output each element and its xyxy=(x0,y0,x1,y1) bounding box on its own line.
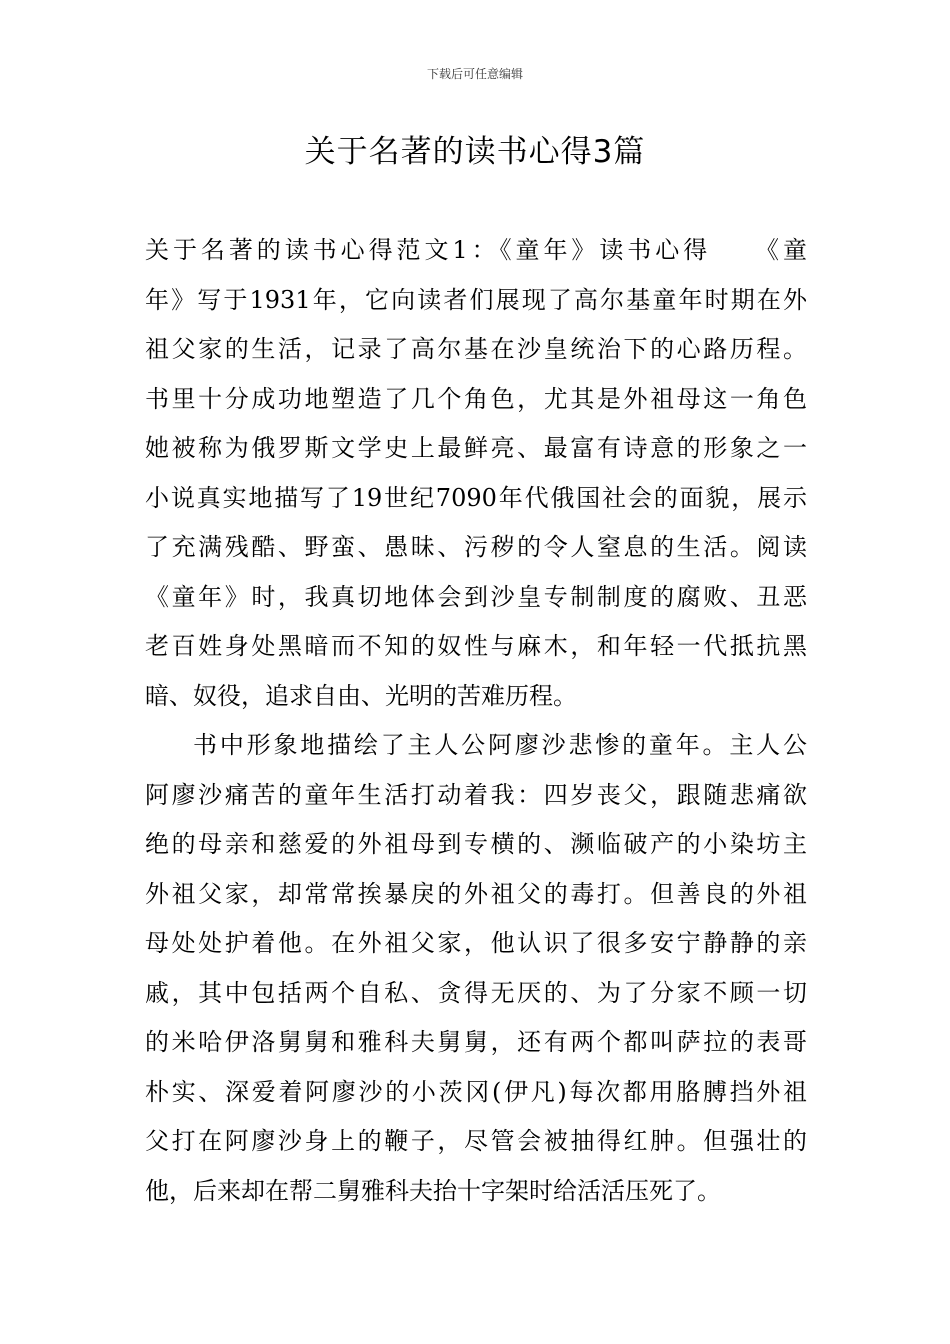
paragraph-2 xyxy=(145,721,807,1216)
document-body xyxy=(145,226,807,1216)
text-line: 绝的母亲和慈爱的外祖母到专横的、濒临破产的小染坊主 xyxy=(145,830,807,858)
text-line: 年》写于1931年，它向读者们展现了高尔基童年时期在外 xyxy=(145,285,807,314)
text-line: 书里十分成功地塑造了几个角色，尤其是外祖母这一角色 xyxy=(145,384,807,413)
text-line: 《童年》时，我真切地体会到沙皇专制制度的腐败、丑恶 xyxy=(145,582,807,611)
text-line: 朴实、深爱着阿廖沙的小茨冈(伊凡)每次都用胳膊挡外祖 xyxy=(145,1077,807,1106)
text-line: 阿廖沙痛苦的童年生活打动着我：四岁丧父，跟随悲痛欲 xyxy=(145,780,807,809)
page-title: 关于名著的读书心得3篇 xyxy=(304,134,646,170)
text-line: 了充满残酷、野蛮、愚昧、污秽的令人窒息的生活。阅读 xyxy=(145,533,807,561)
text-line: 书中形象地描绘了主人公阿廖沙悲惨的童年。主人公 xyxy=(193,731,807,759)
text-line: 外祖父家，却常常挨暴戾的外祖父的毒打。但善良的外祖 xyxy=(145,879,807,908)
text-line: 小说真实地描写了19世纪7090年代俄国社会的面貌，展示 xyxy=(145,483,807,512)
text-line: 他，后来却在帮二舅雅科夫抬十字架时给活活压死了。 xyxy=(145,1176,721,1205)
text-line: 老百姓身处黑暗而不知的奴性与麻木，和年轻一代抵抗黑 xyxy=(145,632,807,660)
text-line: 暗、奴役，追求自由、光明的苦难历程。 xyxy=(145,681,577,710)
text-line: 母处处护着他。在外祖父家，他认识了很多安宁静静的亲 xyxy=(145,929,807,957)
paragraph-1 xyxy=(145,226,807,721)
text-line: 的米哈伊洛舅舅和雅科夫舅舅，还有两个都叫萨拉的表哥 xyxy=(145,1028,807,1056)
text-line: 戚，其中包括两个自私、贪得无厌的、为了分家不顾一切 xyxy=(145,978,807,1007)
text-line: 关于名著的读书心得范文1：《童年》读书心得 《童 xyxy=(145,236,807,264)
header-note: 下载后可任意编辑 xyxy=(426,67,523,81)
text-line: 祖父家的生活，记录了高尔基在沙皇统治下的心路历程。 xyxy=(145,335,807,363)
text-line: 父打在阿廖沙身上的鞭子，尽管会被抽得红肿。但强壮的 xyxy=(145,1127,807,1155)
text-line: 她被称为俄罗斯文学史上最鲜亮、最富有诗意的形象之一 xyxy=(145,434,807,462)
